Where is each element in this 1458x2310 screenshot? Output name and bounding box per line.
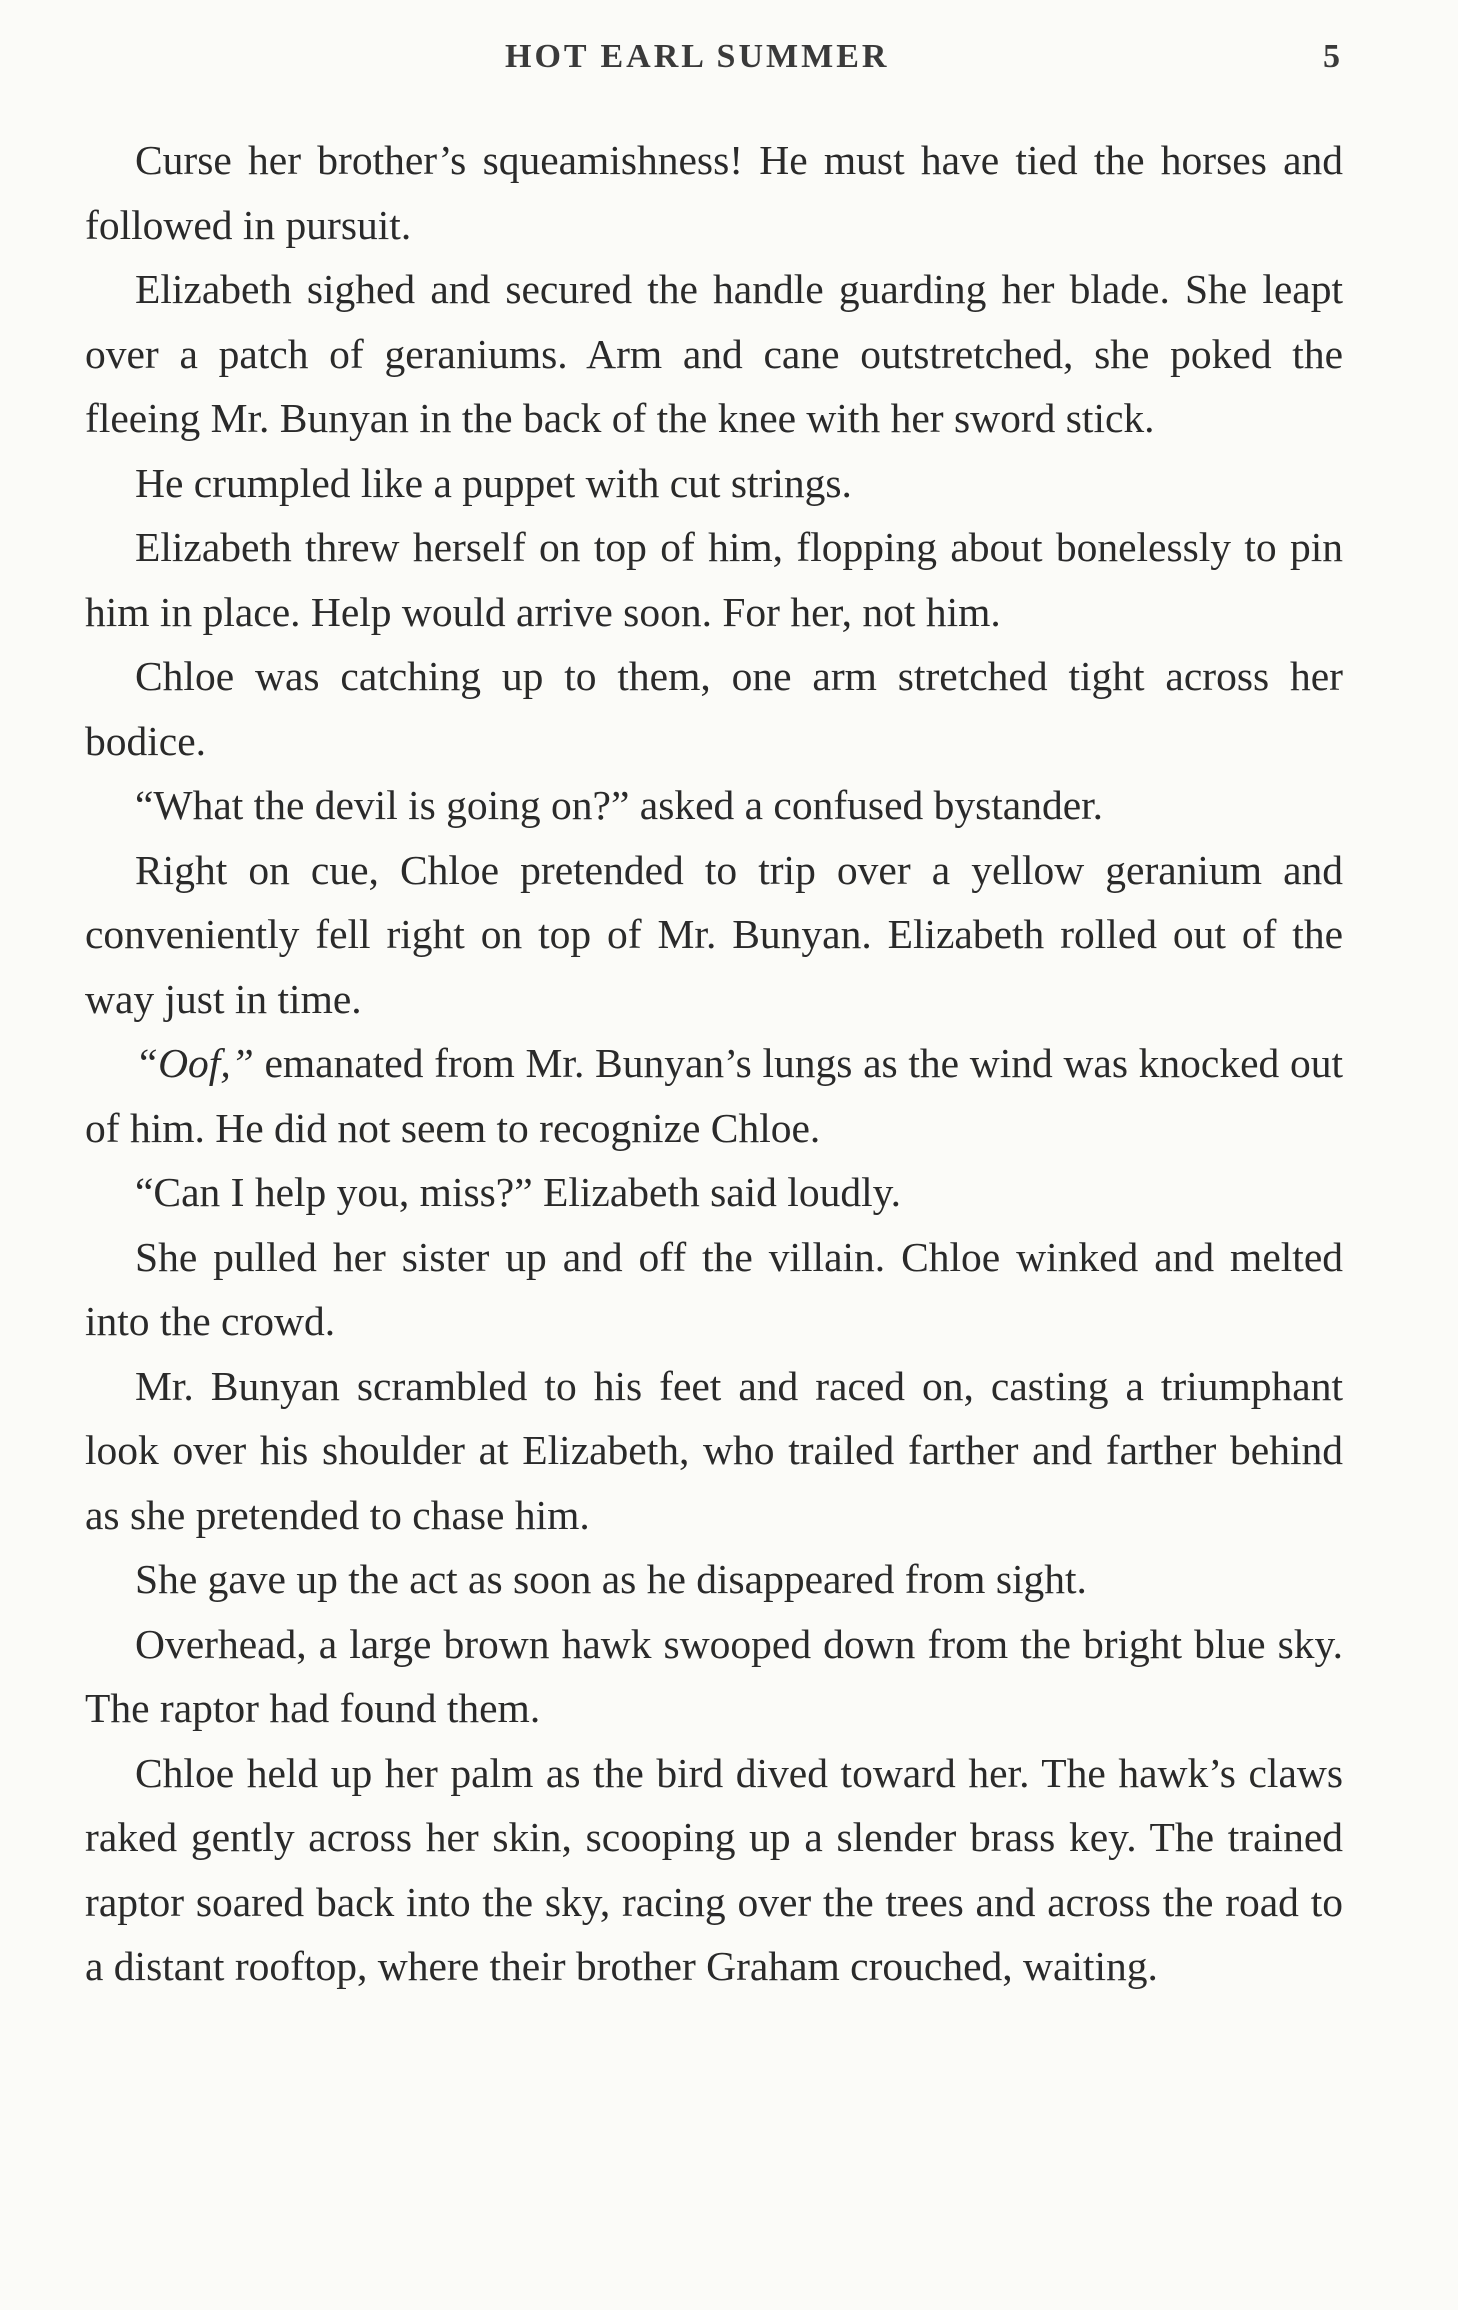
paragraph: Right on cue, Chloe pretended to trip over a yellow geranium and conveniently fell right on top of Mr. Bunyan. Elizabeth rolled out of the way just in time. [85,846,1343,1022]
body-text [85,128,1343,1999]
paragraph: She pulled her sister up and off the villain. Chloe winked and melted into the crowd. [85,1233,1343,1344]
paragraph: Chloe held up her palm as the bird dived toward her. The hawk’s claws raked gently across her skin, scooping up a slender brass key. The trained raptor soared back into the sky, racing over the trees and across the road to a distant rooftop, where their brother Graham crouched, waiting. [85,1749,1343,1989]
paragraph: She gave up the act as soon as he disappeared from sight. [135,1556,1087,1602]
italic-interjection: “Oof,” [135,1040,254,1086]
paragraph: He crumpled like a puppet with cut strings. [135,459,852,506]
paragraph-text: emanated from Mr. Bunyan’s lungs as the wind was knocked out of him. He did not seem to recognize Chloe. [85,1040,1343,1151]
running-head [0,38,1458,88]
paragraph: Curse her brother’s squeamishness! He must have tied the horses and followed in pursuit. [85,137,1343,248]
paragraph: Overhead, a large brown hawk swooped down from the bright blue sky. The raptor had found them. [85,1620,1343,1731]
paragraph: “Can I help you, miss?” Elizabeth said loudly. [135,1169,902,1215]
paragraph: “What the devil is going on?” asked a confused bystander. [135,782,1104,828]
paragraph [85,1031,1343,1160]
paragraph: Elizabeth threw herself on top of him, flopping about bonelessly to pin him in place. Help would arrive soon. For her, not him. [85,524,1343,635]
paragraph: Mr. Bunyan scrambled to his feet and raced on, casting a triumphant look over his shoulder at Elizabeth, who trailed farther and farther behind as she pretended to chase him. [85,1362,1343,1538]
page-number: 5 [1323,38,1340,75]
paragraph: Chloe was catching up to them, one arm stretched tight across her bodice. [85,653,1343,764]
running-title: HOT EARL SUMMER [505,38,890,75]
paragraph: Elizabeth sighed and secured the handle guarding her blade. She leapt over a patch of geraniums. Arm and cane outstretched, she poked the fleeing Mr. Bunyan in the back of the knee with her sword stick. [85,266,1343,441]
